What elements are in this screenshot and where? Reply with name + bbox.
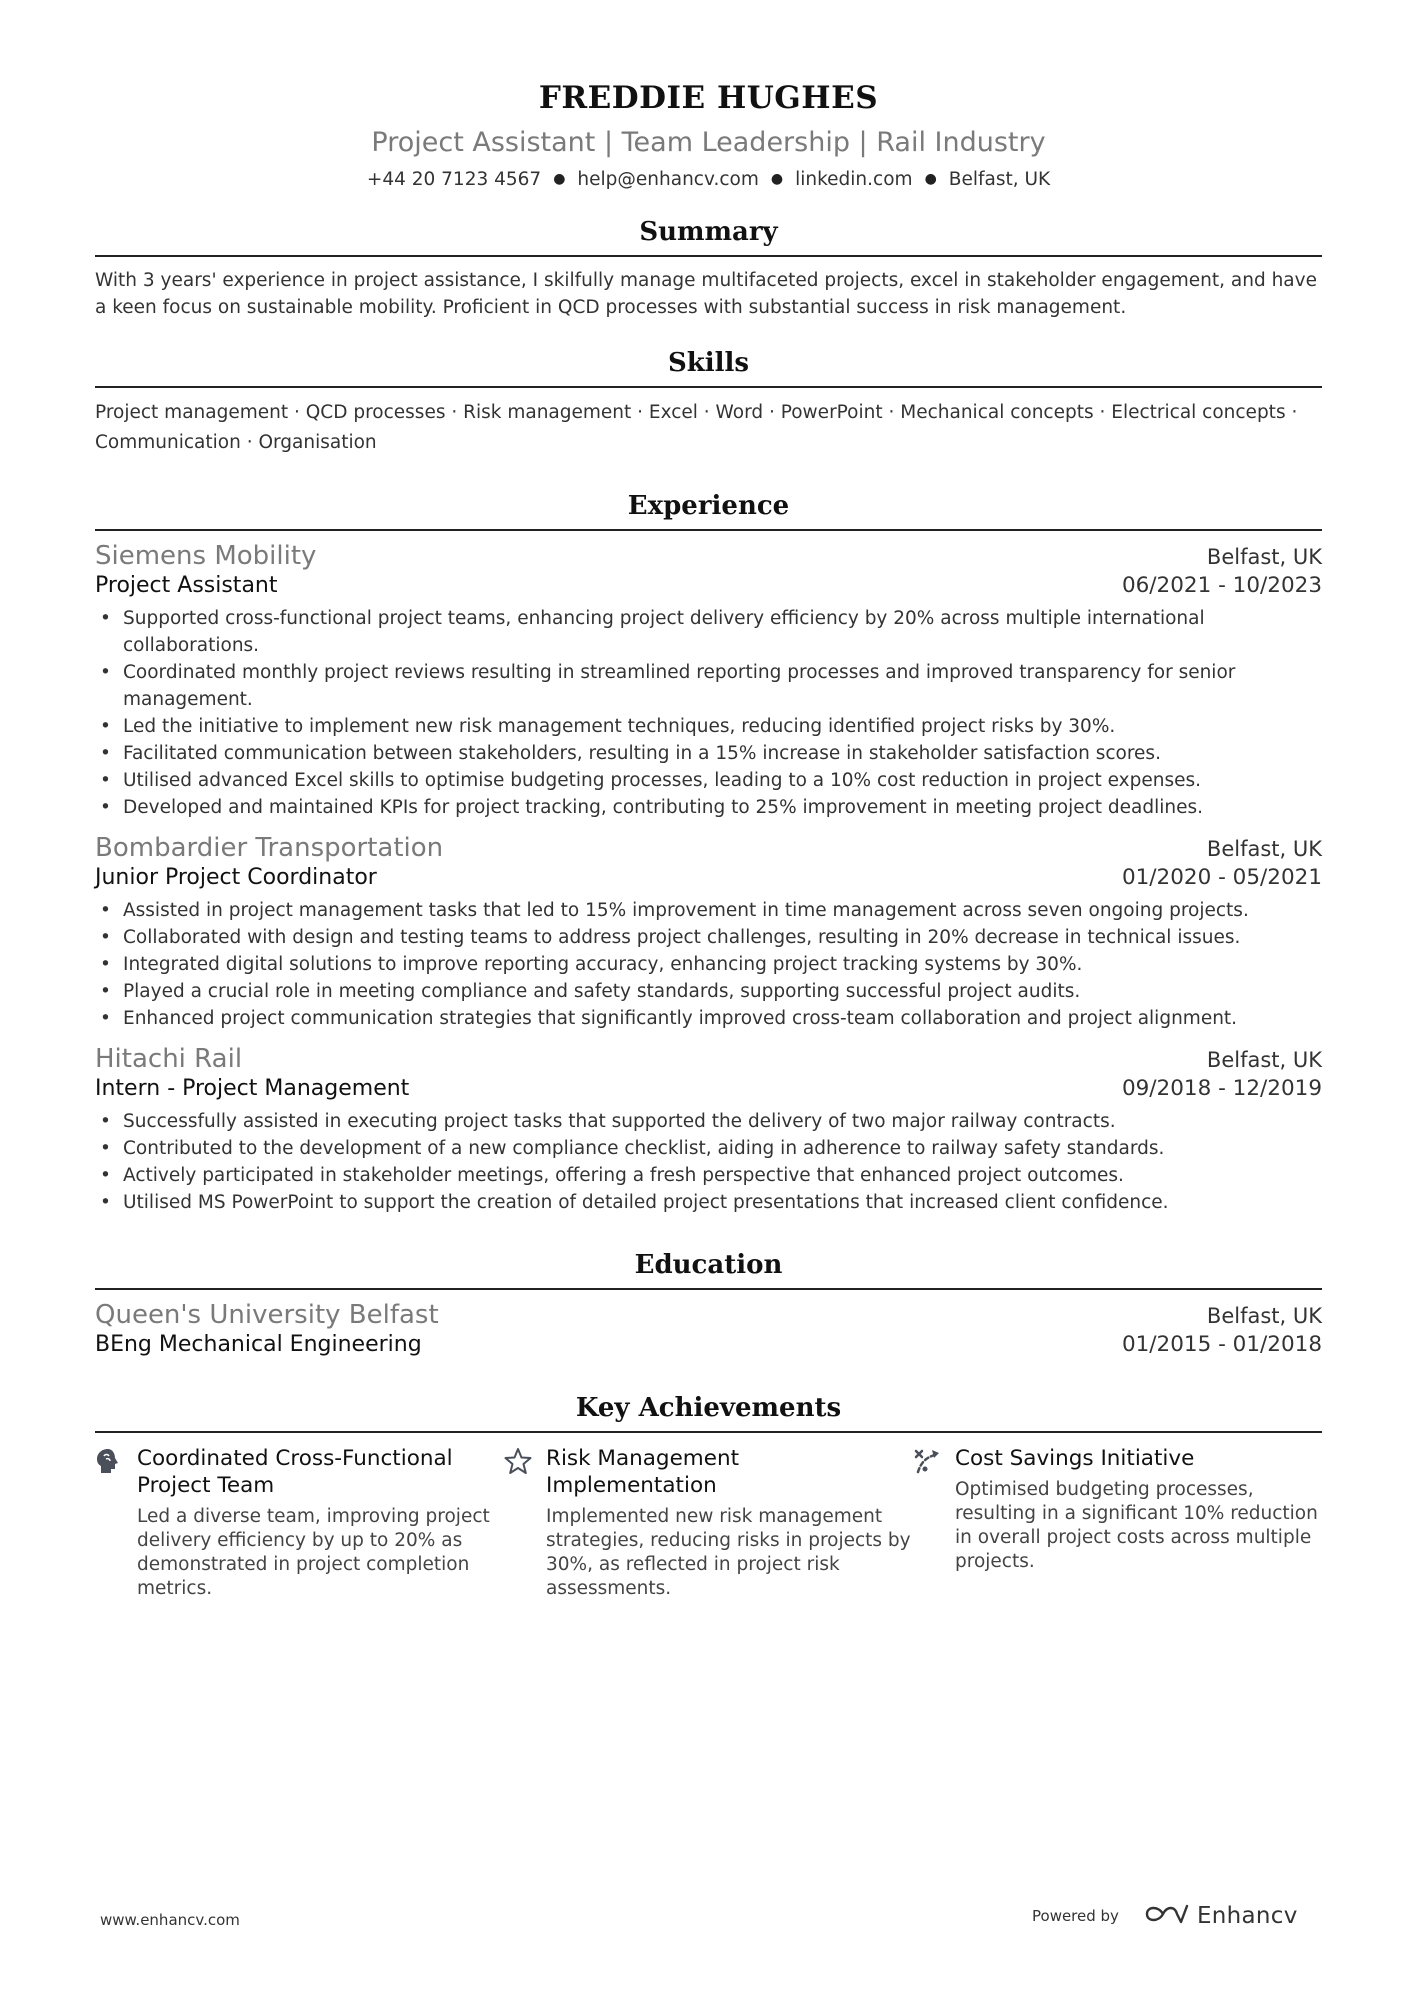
separator-dot: ● [553, 170, 566, 187]
footer-branding [1032, 1902, 1298, 1930]
bullet-item: • Facilitated communication between stakeholders, resulting in a 15% increase in stakeholder satisfaction scores. [95, 740, 1322, 767]
achievement-title: Risk Management Implementation [546, 1445, 740, 1498]
bullet-item: • Utilised MS PowerPoint to support the creation of detailed project presentations that increased client confidence. [95, 1189, 1322, 1216]
job-role: Junior Project Coordinator [95, 864, 377, 890]
skills-list: Project management · QCD processes · Risk management · Excel · Word · PowerPoint · Mechanical concepts · Electrical concepts · Communication · Organisation [95, 401, 1298, 453]
resume-page [95, 80, 1322, 1601]
bullet-item: • Enhanced project communication strategies that significantly improved cross-team collaboration and project alignment. [95, 1005, 1322, 1032]
contact-info [95, 169, 1322, 190]
summary-text: With 3 years' experience in project assistance, I skilfully manage multifaceted projects, excel in stakeholder engagement, and have a keen focus on sustainable mobility. Proficient in QCD processes with substantial success in risk management. [95, 269, 1317, 318]
enhancv-brand-name[interactable]: Enhancv [1196, 1903, 1298, 1929]
separator-dot: ● [924, 170, 937, 187]
bullet-item: • Contributed to the development of a new compliance checklist, aiding in adherence to railway safety standards. [95, 1135, 1322, 1162]
school-name: Queen's University Belfast [95, 1299, 439, 1330]
achievement-desc: Implemented new risk management strategies, reducing risks in projects by 30%, as reflected in project risk assessments. [546, 1505, 911, 1599]
section-title-skills: Skills [95, 348, 1322, 388]
bullet-item: • Utilised advanced Excel skills to optimise budgeting processes, leading to a 10% cost reduction in project expenses. [95, 767, 1322, 794]
job-location: Belfast, UK [1206, 544, 1322, 569]
job-entry [95, 541, 1322, 821]
strategy-icon [913, 1445, 955, 1601]
candidate-name: FREDDIE HUGHES [538, 80, 879, 116]
education-entry [95, 1300, 1322, 1357]
separator-dot: ● [770, 170, 784, 187]
bullet-item: • Developed and maintained KPIs for project tracking, contributing to 25% improvement in meeting project deadlines. [95, 794, 1322, 821]
summary-section [95, 217, 1322, 321]
job-entry [95, 833, 1322, 1032]
bullet-item: • Played a crucial role in meeting compliance and safety standards, supporting successful project audits. [95, 978, 1322, 1005]
job-bullets [95, 605, 1322, 821]
job-location: Belfast, UK [1206, 1047, 1322, 1072]
section-title-education: Education [95, 1250, 1322, 1290]
job-dates: 09/2018 - 12/2019 [1121, 1075, 1322, 1101]
job-role: Intern - Project Management [95, 1075, 410, 1101]
job-bullets [95, 897, 1322, 1032]
achievement-title: Cost Savings Initiative [955, 1445, 1195, 1471]
skills-section [95, 348, 1322, 458]
footer-website-link[interactable]: www.enhancv.com [100, 1911, 240, 1929]
achievements-grid [95, 1445, 1322, 1601]
bullet-item: • Integrated digital solutions to improve reporting accuracy, enhancing project tracking systems by 30%. [95, 951, 1322, 978]
bullet-item: • Assisted in project management tasks that led to 15% improvement in time management across seven ongoing projects. [95, 897, 1322, 924]
bullet-item: • Led the initiative to implement new risk management techniques, reducing identified project risks by 30%. [95, 713, 1322, 740]
brain-icon [95, 1445, 137, 1601]
bullet-item: • Collaborated with design and testing teams to address project challenges, resulting in 20% decrease in technical issues. [95, 924, 1322, 951]
school-location: Belfast, UK [1206, 1303, 1322, 1328]
company-name: Bombardier Transportation [95, 832, 444, 863]
achievement-title: Coordinated Cross-Functional Project Team [137, 1445, 453, 1498]
achievement-item [95, 1445, 504, 1601]
email-link[interactable]: help@enhancv.com [577, 168, 759, 190]
star-icon [504, 1445, 546, 1601]
education-dates: 01/2015 - 01/2018 [1121, 1331, 1322, 1357]
job-dates: 06/2021 - 10/2023 [1121, 572, 1322, 598]
company-name: Hitachi Rail [95, 1043, 243, 1074]
degree: BEng Mechanical Engineering [95, 1331, 422, 1357]
achievement-item [504, 1445, 913, 1601]
bullet-item: • Coordinated monthly project reviews resulting in streamlined reporting processes and improved transparency for senior management. [95, 659, 1322, 713]
achievements-section [95, 1393, 1322, 1601]
phone: +44 20 7123 4567 [366, 168, 542, 190]
achievement-item [913, 1445, 1322, 1601]
achievement-desc: Led a diverse team, improving project delivery efficiency by up to 20% as demonstrated in project completion metrics. [137, 1505, 490, 1599]
powered-by-label: Powered by [1032, 1907, 1119, 1925]
education-section [95, 1250, 1322, 1357]
job-bullets [95, 1108, 1322, 1216]
job-role: Project Assistant [95, 572, 278, 598]
bullet-item: • Actively participated in stakeholder meetings, offering a fresh perspective that enhanced project outcomes. [95, 1162, 1322, 1189]
achievement-desc: Optimised budgeting processes, resulting in a significant 10% reduction in overall project costs across multiple projects. [955, 1478, 1318, 1572]
job-location: Belfast, UK [1206, 836, 1322, 861]
section-title-summary: Summary [95, 217, 1322, 257]
job-entry [95, 1044, 1322, 1216]
linkedin-link[interactable]: linkedin.com [795, 168, 913, 190]
section-title-achievements: Key Achievements [95, 1393, 1322, 1433]
enhancv-logo-icon [1143, 1902, 1189, 1930]
candidate-title: Project Assistant | Team Leadership | Rail Industry [371, 127, 1046, 159]
job-dates: 01/2020 - 05/2021 [1121, 864, 1322, 890]
experience-section [95, 491, 1322, 1216]
company-name: Siemens Mobility [95, 540, 317, 571]
bullet-item: • Successfully assisted in executing project tasks that supported the delivery of two major railway contracts. [95, 1108, 1322, 1135]
location: Belfast, UK [948, 168, 1051, 190]
section-title-experience: Experience [95, 491, 1322, 531]
bullet-item: • Supported cross-functional project teams, enhancing project delivery efficiency by 20% across multiple international collaborations. [95, 605, 1322, 659]
